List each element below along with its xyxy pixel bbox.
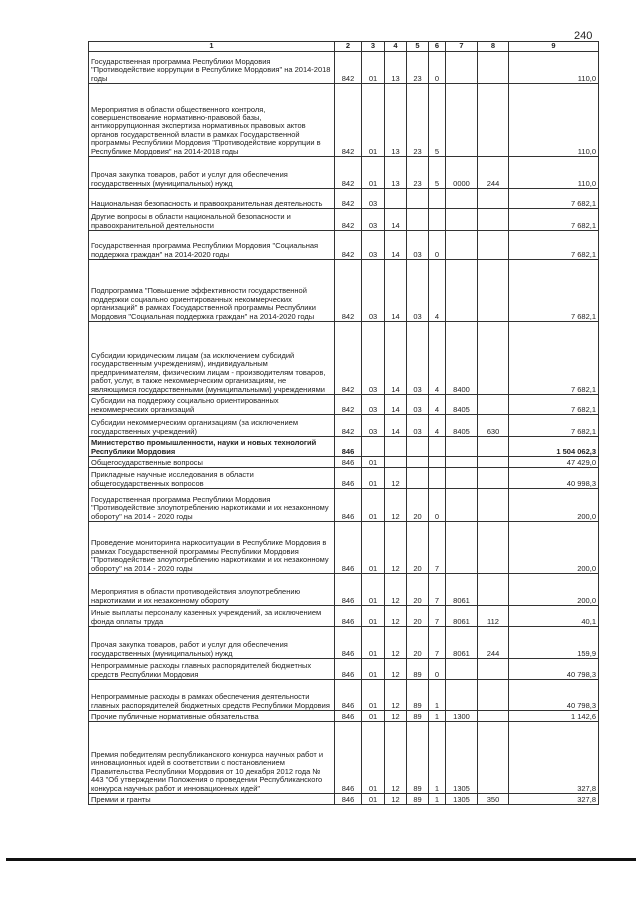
code-direction: 8400 [446, 322, 478, 395]
code-admin: 842 [335, 157, 362, 189]
table-row [89, 209, 599, 231]
code-expense-type [478, 437, 509, 457]
code-section: 01 [362, 659, 385, 680]
code-program: 89 [407, 722, 429, 794]
code-subsection [385, 437, 407, 457]
table-row [89, 395, 599, 415]
code-program: 03 [407, 415, 429, 437]
code-subsection: 14 [385, 231, 407, 260]
code-subsection: 12 [385, 722, 407, 794]
code-direction: 8061 [446, 574, 478, 606]
code-admin: 846 [335, 522, 362, 574]
column-header: 5 [407, 42, 429, 52]
row-amount: 40 798,3 [509, 659, 599, 680]
code-admin: 846 [335, 437, 362, 457]
code-section: 03 [362, 415, 385, 437]
row-amount: 1 504 062,3 [509, 437, 599, 457]
table-row [89, 84, 599, 157]
row-amount: 40 798,3 [509, 680, 599, 711]
code-subprogram [429, 209, 446, 231]
code-section: 03 [362, 395, 385, 415]
code-direction [446, 680, 478, 711]
code-subprogram: 4 [429, 415, 446, 437]
column-header: 8 [478, 42, 509, 52]
row-name: Прикладные научные исследования в области общегосударственных вопросов [89, 468, 335, 489]
code-section: 03 [362, 209, 385, 231]
code-direction [446, 189, 478, 209]
code-program: 20 [407, 627, 429, 659]
code-subprogram [429, 189, 446, 209]
table-row [89, 659, 599, 680]
code-section: 01 [362, 522, 385, 574]
code-expense-type: 244 [478, 627, 509, 659]
code-direction: 1305 [446, 722, 478, 794]
table-row [89, 522, 599, 574]
code-admin: 846 [335, 680, 362, 711]
code-program: 03 [407, 260, 429, 322]
code-subsection: 12 [385, 627, 407, 659]
code-subsection: 14 [385, 415, 407, 437]
code-admin: 842 [335, 52, 362, 84]
code-admin: 846 [335, 574, 362, 606]
code-admin: 842 [335, 260, 362, 322]
code-program: 20 [407, 522, 429, 574]
table-row [89, 794, 599, 805]
code-direction: 8405 [446, 415, 478, 437]
row-name: Премия победителям республиканского конкурса научных работ и инновационных идей в соответствии с постановлением Правительства Республики Мордовия от 10 декабря 2012 года № 443 "Об утверждении Положения о проведении Республиканского конкурса научных работ и инновационных идей" [89, 722, 335, 794]
code-section: 01 [362, 680, 385, 711]
code-program: 23 [407, 157, 429, 189]
code-program: 89 [407, 659, 429, 680]
code-program: 23 [407, 84, 429, 157]
code-subprogram: 7 [429, 627, 446, 659]
code-program: 03 [407, 231, 429, 260]
page-number: 240 [574, 30, 593, 42]
row-name: Министерство промышленности, науки и новых технологий Республики Мордовия [89, 437, 335, 457]
code-admin: 846 [335, 489, 362, 522]
code-admin: 842 [335, 84, 362, 157]
row-amount: 7 682,1 [509, 415, 599, 437]
row-amount: 7 682,1 [509, 209, 599, 231]
code-subprogram: 1 [429, 722, 446, 794]
code-admin: 846 [335, 794, 362, 805]
row-name: Субсидии юридическим лицам (за исключением субсидий государственным учреждениям), индивидуальным предпринимателям, физическим лицам - производителям товаров, работ, услуг, в также некоммерческим организациям, не являющимся государственными (муниципальными) учреждениями [89, 322, 335, 395]
code-subsection: 12 [385, 522, 407, 574]
code-section: 01 [362, 794, 385, 805]
table-row [89, 260, 599, 322]
table-row [89, 627, 599, 659]
code-direction [446, 489, 478, 522]
code-subsection: 12 [385, 680, 407, 711]
row-name: Общегосударственные вопросы [89, 457, 335, 468]
code-section: 01 [362, 52, 385, 84]
column-header: 7 [446, 42, 478, 52]
code-expense-type [478, 322, 509, 395]
row-name: Прочая закупка товаров, работ и услуг для обеспечения государственных (муниципальных) нужд [89, 157, 335, 189]
row-amount: 159,9 [509, 627, 599, 659]
row-name: Субсидии на поддержку социально ориентированных некоммерческих организаций [89, 395, 335, 415]
code-subsection: 12 [385, 606, 407, 627]
code-program [407, 468, 429, 489]
row-name: Иные выплаты персоналу казенных учреждений, за исключением фонда оплаты труда [89, 606, 335, 627]
row-amount: 7 682,1 [509, 189, 599, 209]
code-admin: 842 [335, 189, 362, 209]
code-subprogram: 1 [429, 680, 446, 711]
code-subsection [385, 457, 407, 468]
table-row [89, 322, 599, 395]
code-direction [446, 231, 478, 260]
column-header: 9 [509, 42, 599, 52]
code-subprogram: 0 [429, 659, 446, 680]
code-program: 03 [407, 395, 429, 415]
code-admin: 846 [335, 711, 362, 722]
table-row [89, 574, 599, 606]
code-direction [446, 522, 478, 574]
code-expense-type [478, 457, 509, 468]
code-section [362, 437, 385, 457]
code-admin: 842 [335, 209, 362, 231]
code-subprogram [429, 468, 446, 489]
table-row [89, 52, 599, 84]
row-name: Прочие публичные нормативные обязательства [89, 711, 335, 722]
code-program: 20 [407, 489, 429, 522]
code-subprogram: 5 [429, 157, 446, 189]
code-section: 03 [362, 231, 385, 260]
row-amount: 327,8 [509, 794, 599, 805]
code-program: 89 [407, 680, 429, 711]
column-header: 6 [429, 42, 446, 52]
row-amount: 110,0 [509, 157, 599, 189]
code-subprogram: 7 [429, 574, 446, 606]
code-section: 01 [362, 711, 385, 722]
code-program: 89 [407, 711, 429, 722]
code-subprogram [429, 437, 446, 457]
code-subprogram [429, 457, 446, 468]
row-name: Проведение мониторинга наркоситуации в Республике Мордовия в рамках Государственной программы Республики Мордовия "Противодействие злоупотреблению наркотиками и их незаконному обороту" на 2014 - 2020 годы [89, 522, 335, 574]
table-row [89, 189, 599, 209]
code-subsection: 14 [385, 395, 407, 415]
code-direction: 8405 [446, 395, 478, 415]
code-direction: 8061 [446, 627, 478, 659]
code-expense-type [478, 680, 509, 711]
code-subprogram: 1 [429, 794, 446, 805]
row-name: Мероприятия в области противодействия злоупотреблению наркотиками и их незаконному обороту [89, 574, 335, 606]
code-subprogram: 4 [429, 322, 446, 395]
code-expense-type [478, 489, 509, 522]
code-expense-type [478, 468, 509, 489]
code-subsection: 12 [385, 659, 407, 680]
code-expense-type: 350 [478, 794, 509, 805]
code-subsection: 12 [385, 711, 407, 722]
code-subsection: 14 [385, 322, 407, 395]
code-admin: 846 [335, 606, 362, 627]
code-subsection: 12 [385, 794, 407, 805]
row-name: Государственная программа Республики Мордовия "Противодействие злоупотреблению наркотиками и их незаконному обороту" на 2014 - 2020 годы [89, 489, 335, 522]
code-admin: 846 [335, 457, 362, 468]
code-section: 01 [362, 84, 385, 157]
table-row [89, 457, 599, 468]
code-subprogram: 4 [429, 395, 446, 415]
table-header-row [89, 42, 599, 52]
code-expense-type [478, 659, 509, 680]
page-bottom-rule [6, 858, 636, 861]
code-subsection: 13 [385, 157, 407, 189]
code-subsection [385, 189, 407, 209]
code-admin: 846 [335, 627, 362, 659]
row-amount: 40 998,3 [509, 468, 599, 489]
code-program: 20 [407, 606, 429, 627]
code-direction [446, 209, 478, 231]
row-amount: 47 429,0 [509, 457, 599, 468]
code-expense-type [478, 722, 509, 794]
row-amount: 200,0 [509, 522, 599, 574]
code-admin: 846 [335, 468, 362, 489]
code-section: 01 [362, 722, 385, 794]
code-subsection: 12 [385, 468, 407, 489]
code-expense-type: 112 [478, 606, 509, 627]
code-admin: 846 [335, 722, 362, 794]
row-amount: 1 142,6 [509, 711, 599, 722]
table-row [89, 415, 599, 437]
code-expense-type [478, 260, 509, 322]
table-row [89, 606, 599, 627]
code-expense-type [478, 711, 509, 722]
row-amount: 40,1 [509, 606, 599, 627]
table-row [89, 489, 599, 522]
code-direction: 1300 [446, 711, 478, 722]
row-name: Государственная программа Республики Мордовия "Противодействие коррупции в Республике Мордовия" на 2014-2018 годы [89, 52, 335, 84]
code-program [407, 189, 429, 209]
code-section: 03 [362, 260, 385, 322]
row-name: Государственная программа Республики Мордовия "Социальная поддержка граждан" на 2014-2020 годы [89, 231, 335, 260]
code-subprogram: 7 [429, 522, 446, 574]
code-section: 01 [362, 468, 385, 489]
code-expense-type [478, 209, 509, 231]
code-admin: 842 [335, 395, 362, 415]
code-direction [446, 437, 478, 457]
code-subprogram: 0 [429, 489, 446, 522]
code-direction [446, 84, 478, 157]
code-direction [446, 468, 478, 489]
code-program: 20 [407, 574, 429, 606]
table-row [89, 231, 599, 260]
code-direction [446, 260, 478, 322]
row-amount: 7 682,1 [509, 231, 599, 260]
table-row [89, 711, 599, 722]
code-expense-type: 244 [478, 157, 509, 189]
code-direction [446, 457, 478, 468]
code-section: 01 [362, 627, 385, 659]
row-name: Подпрограмма "Повышение эффективности государственной поддержки социально ориентированных некоммерческих организаций" в рамках Государственной программы Республики Мордовия "Социальная поддержка граждан" на 2014-2020 годы [89, 260, 335, 322]
code-admin: 846 [335, 659, 362, 680]
code-direction: 1305 [446, 794, 478, 805]
row-name: Национальная безопасность и правоохранительная деятельность [89, 189, 335, 209]
code-subprogram: 1 [429, 711, 446, 722]
code-program: 03 [407, 322, 429, 395]
code-subprogram: 7 [429, 606, 446, 627]
row-amount: 327,8 [509, 722, 599, 794]
code-expense-type [478, 522, 509, 574]
code-expense-type [478, 231, 509, 260]
code-section: 01 [362, 606, 385, 627]
code-section: 01 [362, 457, 385, 468]
code-program [407, 437, 429, 457]
code-subsection: 12 [385, 574, 407, 606]
code-expense-type [478, 52, 509, 84]
code-program: 89 [407, 794, 429, 805]
row-amount: 110,0 [509, 52, 599, 84]
row-name: Непрограммные расходы в рамках обеспечения деятельности главных распорядителей бюджетных средств Республики Мордовия [89, 680, 335, 711]
table-row [89, 680, 599, 711]
code-direction: 0000 [446, 157, 478, 189]
code-subprogram: 0 [429, 231, 446, 260]
code-section: 03 [362, 322, 385, 395]
code-section: 01 [362, 574, 385, 606]
budget-table [88, 41, 599, 805]
row-name: Премии и гранты [89, 794, 335, 805]
table-row [89, 722, 599, 794]
code-subprogram: 4 [429, 260, 446, 322]
column-header: 1 [89, 42, 335, 52]
code-program [407, 457, 429, 468]
code-subsection: 14 [385, 260, 407, 322]
code-subprogram: 0 [429, 52, 446, 84]
code-expense-type [478, 574, 509, 606]
table-row [89, 157, 599, 189]
column-header: 2 [335, 42, 362, 52]
code-direction [446, 52, 478, 84]
row-name: Непрограммные расходы главных распорядителей бюджетных средств Республики Мордовия [89, 659, 335, 680]
code-section: 01 [362, 489, 385, 522]
code-subsection: 13 [385, 84, 407, 157]
code-direction: 8061 [446, 606, 478, 627]
code-admin: 842 [335, 322, 362, 395]
code-section: 03 [362, 189, 385, 209]
table-row [89, 437, 599, 457]
code-expense-type [478, 395, 509, 415]
code-program [407, 209, 429, 231]
row-amount: 7 682,1 [509, 395, 599, 415]
row-amount: 200,0 [509, 489, 599, 522]
row-amount: 200,0 [509, 574, 599, 606]
code-program: 23 [407, 52, 429, 84]
code-section: 01 [362, 157, 385, 189]
code-expense-type [478, 189, 509, 209]
code-expense-type [478, 84, 509, 157]
code-subsection: 14 [385, 209, 407, 231]
code-expense-type: 630 [478, 415, 509, 437]
code-subsection: 13 [385, 52, 407, 84]
table-row [89, 468, 599, 489]
code-admin: 842 [335, 415, 362, 437]
column-header: 3 [362, 42, 385, 52]
code-subsection: 12 [385, 489, 407, 522]
row-name: Другие вопросы в области национальной безопасности и правоохранительной деятельности [89, 209, 335, 231]
code-subprogram: 5 [429, 84, 446, 157]
column-header: 4 [385, 42, 407, 52]
row-amount: 7 682,1 [509, 260, 599, 322]
code-direction [446, 659, 478, 680]
code-admin: 842 [335, 231, 362, 260]
row-amount: 110,0 [509, 84, 599, 157]
row-name: Прочая закупка товаров, работ и услуг для обеспечения государственных (муниципальных) нужд [89, 627, 335, 659]
row-amount: 7 682,1 [509, 322, 599, 395]
row-name: Мероприятия в области общественного контроля, совершенствование нормативно-правовой базы, антикоррупционная экспертиза нормативных правовых актов органов государственной власти в рамках Государственной программы Республики Мордовия "Противодействие коррупции в Республике Мордовия" на 2014-2018 годы [89, 84, 335, 157]
row-name: Субсидии некоммерческим организациям (за исключением государственных учреждений) [89, 415, 335, 437]
